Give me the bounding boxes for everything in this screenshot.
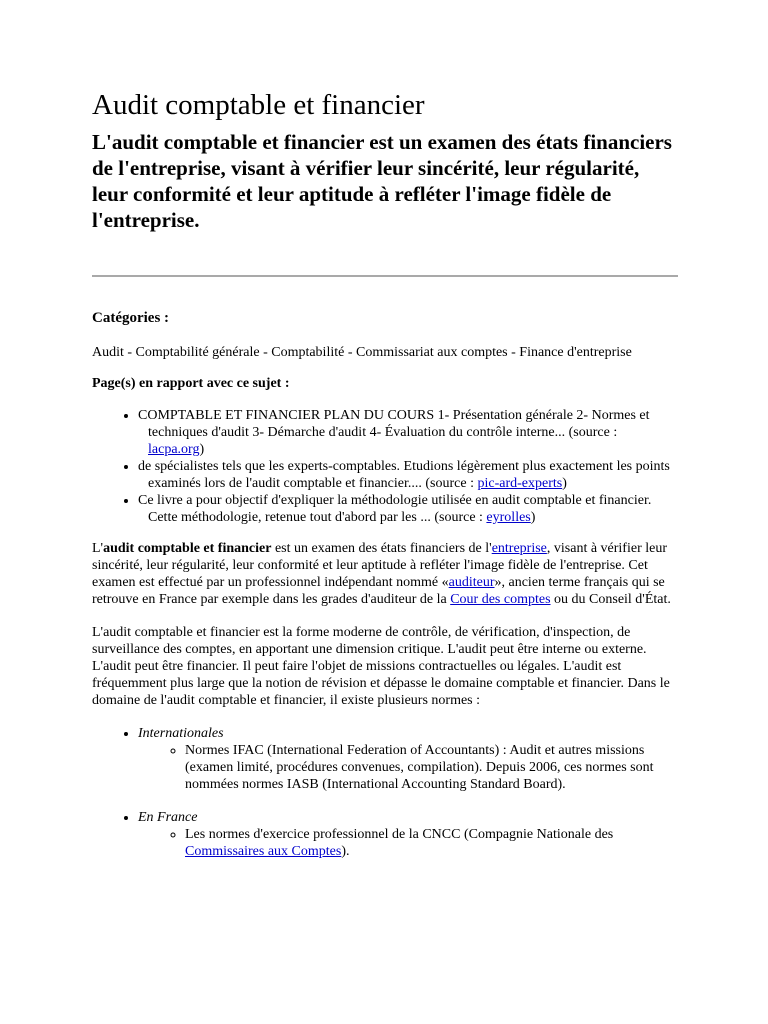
source-link-eyrolles[interactable]: eyrolles (486, 510, 531, 525)
entreprise-link[interactable]: entreprise (491, 541, 547, 556)
norms-item: • Internationales ◦ Normes IFAC (International Federation of Accountants) : Audit et autres missions (examen limité, procédures convenues, compilation). Depuis 2006, ces normes sont nommées normes IASB (International Accounting Standard Board). (138, 725, 676, 793)
related-item: • COMPTABLE ET FINANCIER PLAN DU COURS 1- Présentation générale 2- Normes et techniques d'audit 3- Démarche d'audit 4- Évaluation du contrôle interne... (source : lacpa.org) (138, 407, 676, 458)
norms-subitem: ◦ Normes IFAC (International Federation of Accountants) : Audit et autres missions (examen limité, procédures convenues, compilation). Depuis 2006, ces normes sont nommées normes IASB (International Accounting Standard Board). (185, 742, 676, 793)
categories-list: Audit - Comptabilité générale - Comptabilité - Commissariat aux comptes - Finance d'entreprise (92, 345, 632, 360)
separator (92, 275, 678, 277)
intro-paragraph: L'audit comptable et financier est un examen des états financiers de l'entreprise, visant à vérifier leur sincérité, leur régularité, leur conformité et leur aptitude à refléter l'image fidèle de l'entreprise. Cet examen est effectué par un professionnel indépendant nommé «auditeur», ancien terme français qui se retrouve en France par exemple dans les grades d'auditeur de la Cour des comptes ou du Conseil d'État. (92, 541, 671, 607)
norms-item: • En France ◦ Les normes d'exercice professionnel de la CNCC (Compagnie Nationale des Commissaires aux Comptes). (138, 809, 676, 860)
source-link-lacpa[interactable]: lacpa.org (148, 442, 200, 457)
related-heading: Page(s) en rapport avec ce sujet : (92, 376, 290, 391)
commissaires-link[interactable]: Commissaires aux Comptes (185, 844, 342, 859)
cour-des-comptes-link[interactable]: Cour des comptes (450, 592, 551, 607)
definition-paragraph: L'audit comptable et financier est la forme moderne de contrôle, de vérification, d'inspection, de surveillance des comptes, en apportant une dimension critique. L'audit peut être interne ou externe. L'audit peut être financier. Il peut faire l'objet de missions contractuelles ou légales. L'audit est fréquemment plus large que la notion de révision et dépasse le domaine comptable et financier. Dans le domaine de l'audit comptable et financier, il existe plusieurs normes : (92, 625, 670, 708)
norms-list (92, 725, 676, 860)
related-item: • de spécialistes tels que les experts-comptables. Etudions légèrement plus exactement les points examinés lors de l'audit comptable et financier.... (source : pic-ard-experts) (138, 458, 676, 492)
lead-summary: L'audit comptable et financier est un examen des états financiers de l'entreprise, visant à vérifier leur sincérité, leur régularité, leur conformité et leur aptitude à refléter l'image fidèle de l'entreprise. (92, 130, 672, 232)
source-link-pic-ard-experts[interactable]: pic-ard-experts (477, 476, 563, 491)
related-item: • Ce livre a pour objectif d'expliquer la méthodologie utilisée en audit comptable et financier. Cette méthodologie, retenue tout d'abord par les ... (source : eyrolles) (138, 492, 676, 526)
categories-heading: Catégories : (92, 310, 170, 326)
related-list (92, 407, 676, 526)
page-title: Audit comptable et financier (92, 89, 425, 121)
auditeur-link[interactable]: auditeur (448, 575, 495, 590)
norms-subitem: ◦ Les normes d'exercice professionnel de la CNCC (Compagnie Nationale des Commissaires aux Comptes). (185, 826, 676, 860)
